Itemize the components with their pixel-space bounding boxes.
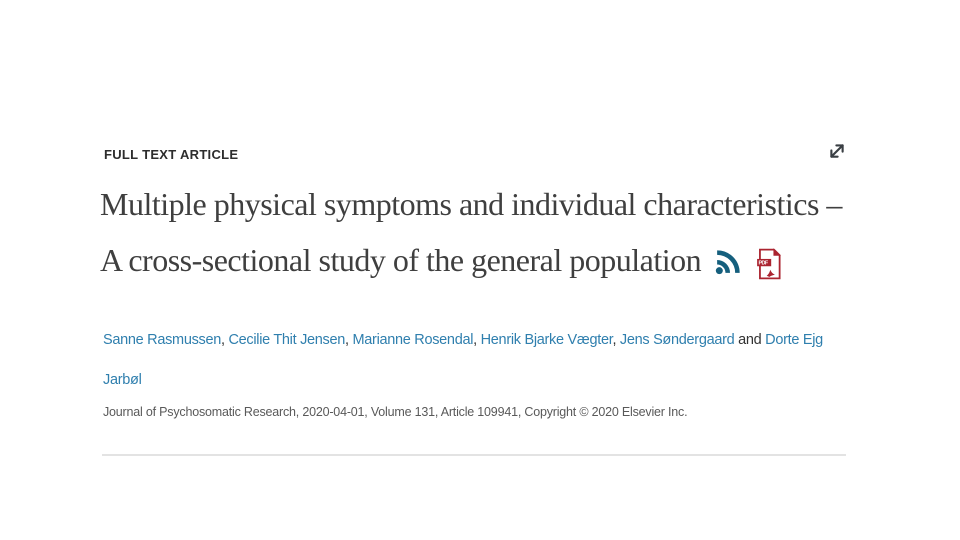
pdf-icon[interactable]: [756, 241, 783, 297]
article-title: [100, 176, 890, 297]
svg-text:PDF: PDF: [758, 260, 768, 267]
author-link[interactable]: Jens Søndergaard: [619, 332, 735, 348]
citation-line: Journal of Psychosomatic Research, 2020-04-01, Volume 131, Article 109941, Copyright © 2020 Elsevier Inc.: [103, 405, 688, 419]
author-link[interactable]: Cecilie Thit Jensen: [228, 332, 346, 348]
author-link[interactable]: Sanne Rasmussen: [103, 332, 222, 348]
expand-icon[interactable]: [822, 136, 852, 166]
full-text-article-label: FULL TEXT ARTICLE: [104, 147, 239, 162]
section-divider: [102, 454, 846, 456]
author-link[interactable]: Marianne Rosendal: [352, 332, 474, 348]
article-title-line1: Multiple physical symptoms and individual characteristics –: [100, 186, 842, 222]
author-link[interactable]: Dorte Ejg Jarbøl: [103, 332, 823, 388]
author-conjunction: and: [734, 332, 766, 348]
author-list: [103, 320, 863, 400]
author-separator: ,: [345, 332, 353, 348]
author-separator: ,: [473, 332, 481, 348]
article-title-line2: A cross-sectional study of the general population: [100, 242, 702, 278]
rss-audio-icon[interactable]: [713, 238, 744, 294]
author-link[interactable]: Henrik Bjarke Vægter: [480, 332, 613, 348]
author-separator: ,: [612, 332, 620, 348]
author-separator: ,: [221, 332, 229, 348]
